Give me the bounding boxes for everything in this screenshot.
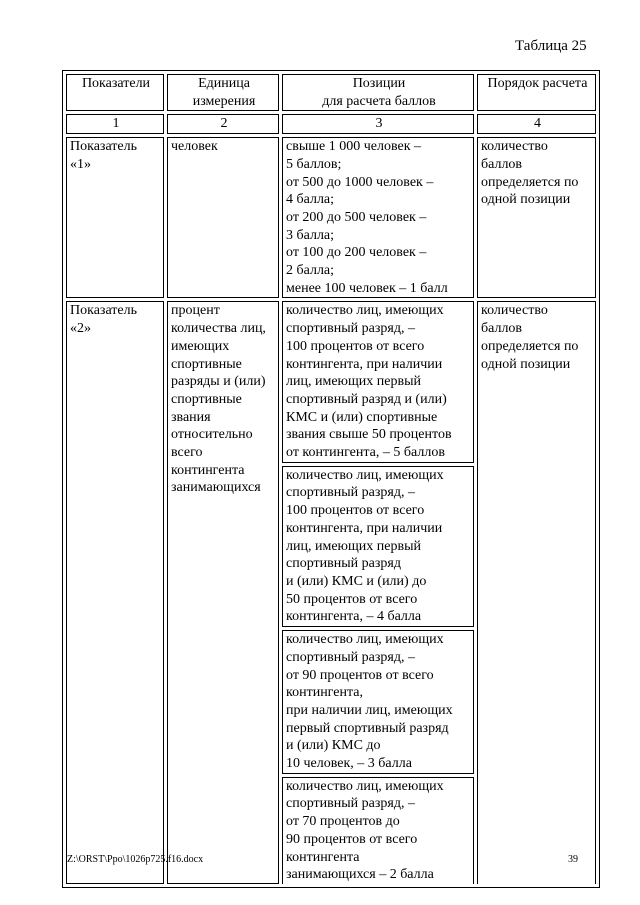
text-line: количество лиц, имеющих [286, 778, 444, 794]
text-line: количество [481, 303, 548, 319]
text-line: имеющих [171, 338, 230, 354]
header-calc-order: Порядок расчета [477, 74, 596, 111]
text-line: 5 баллов; [286, 156, 342, 172]
text-line: первый спортивный разряд [286, 720, 449, 736]
indicator-cell [66, 137, 164, 298]
text-line: определяется по [481, 338, 579, 354]
text-line: занимающихся – 2 балла [286, 867, 434, 883]
text-line: спортивные [171, 391, 242, 407]
column-number: 2 [167, 114, 279, 134]
header-row [66, 74, 596, 111]
table-row-indicator-1 [66, 137, 596, 298]
text-line: от 200 до 500 человек – [286, 209, 427, 225]
unit-cell [167, 301, 279, 884]
positions-cell [282, 137, 474, 298]
text-line: Показатель [70, 139, 137, 155]
text-line: лиц, имеющих первый [286, 538, 421, 554]
text-line: 4 балла; [286, 192, 335, 208]
text-line: «2» [70, 321, 91, 337]
text-line: спортивный разряд, – [286, 796, 415, 812]
text-line: спортивный разряд, – [286, 485, 415, 501]
text-line: 10 человек, – 3 балла [286, 756, 412, 772]
text-line: контингента [286, 849, 360, 865]
header-positions: Позиции для расчета баллов [282, 74, 474, 111]
text-line: спортивный разряд и (или) [286, 391, 447, 407]
text-line: при наличии лиц, имеющих [286, 702, 453, 718]
column-number: 4 [477, 114, 596, 134]
text-line: 3 балла; [286, 227, 335, 243]
column-number: 1 [66, 114, 164, 134]
text-line: количества лиц, [171, 321, 266, 337]
text-line: 90 процентов от всего [286, 831, 418, 847]
text-line: контингента, при наличии [286, 520, 443, 536]
table-caption: Таблица 25 [515, 38, 587, 54]
text-line: контингента, [286, 685, 363, 701]
text-line: КМС и (или) спортивные [286, 409, 438, 425]
text-line: «1» [70, 156, 91, 172]
text-line: Показатель [70, 303, 137, 319]
unit-cell [167, 137, 279, 298]
positions-cell [282, 777, 474, 884]
text-line: всего [171, 445, 203, 461]
text-line: спортивные [171, 356, 242, 372]
positions-cell [282, 630, 474, 774]
text-line: разряды и (или) [171, 374, 266, 390]
header-unit: Единица измерения [167, 74, 279, 111]
text-line: определяется по [481, 174, 579, 190]
footer-page-number: 39 [568, 854, 578, 865]
text-line: 100 процентов от всего [286, 503, 425, 519]
positions-cell [282, 466, 474, 627]
text-line: и (или) КМС и (или) до [286, 573, 427, 589]
text-line: менее 100 человек – 1 балл [286, 280, 448, 296]
text-line: контингента [171, 462, 245, 478]
text-line: баллов [481, 156, 523, 172]
header-indicators: Показатели [66, 74, 164, 111]
text-line: от контингента, – 5 баллов [286, 445, 445, 461]
text-line: от 500 до 1000 человек – [286, 174, 434, 190]
text-line: и (или) КМС до [286, 738, 381, 754]
text-line: от 70 процентов до [286, 814, 400, 830]
text-line: 50 процентов от всего [286, 591, 418, 607]
text-line: одной позиции [481, 356, 571, 372]
text-line: от 100 до 200 человек – [286, 245, 427, 261]
text-line: количество лиц, имеющих [286, 303, 444, 319]
text-line: занимающихся [171, 480, 261, 496]
text-line: от 90 процентов от всего [286, 667, 434, 683]
text-line: относительно [171, 427, 253, 443]
positions-cell [282, 301, 474, 462]
calc-cell [477, 301, 596, 884]
text-line: 100 процентов от всего [286, 338, 425, 354]
text-line: спортивный разряд, – [286, 321, 415, 337]
table-row-indicator-2 [66, 301, 596, 462]
text-line: спортивный разряд, – [286, 649, 415, 665]
calc-cell [477, 137, 596, 298]
text-line: контингента, при наличии [286, 356, 443, 372]
criteria-table [62, 70, 600, 888]
footer-file-path: Z:\ORST\Ppo\1026p725.f16.docx [67, 854, 204, 865]
text-line: баллов [481, 321, 523, 337]
text-line: 2 балла; [286, 263, 335, 279]
text-line: лиц, имеющих первый [286, 374, 421, 390]
text-line: одной позиции [481, 192, 571, 208]
text-line: звания [171, 409, 211, 425]
column-number: 3 [282, 114, 474, 134]
column-number-row [66, 114, 596, 134]
text-line: количество [481, 139, 548, 155]
text-line: спортивный разряд [286, 556, 401, 572]
indicator-cell [66, 301, 164, 884]
text-line: количество лиц, имеющих [286, 632, 444, 648]
text-line: количество лиц, имеющих [286, 467, 444, 483]
text-line: свыше 1 000 человек – [286, 139, 422, 155]
text-line: контингента, – 4 балла [286, 609, 422, 625]
text-line: звания свыше 50 процентов [286, 427, 452, 443]
text-line: человек [171, 139, 218, 155]
text-line: процент [171, 303, 220, 319]
